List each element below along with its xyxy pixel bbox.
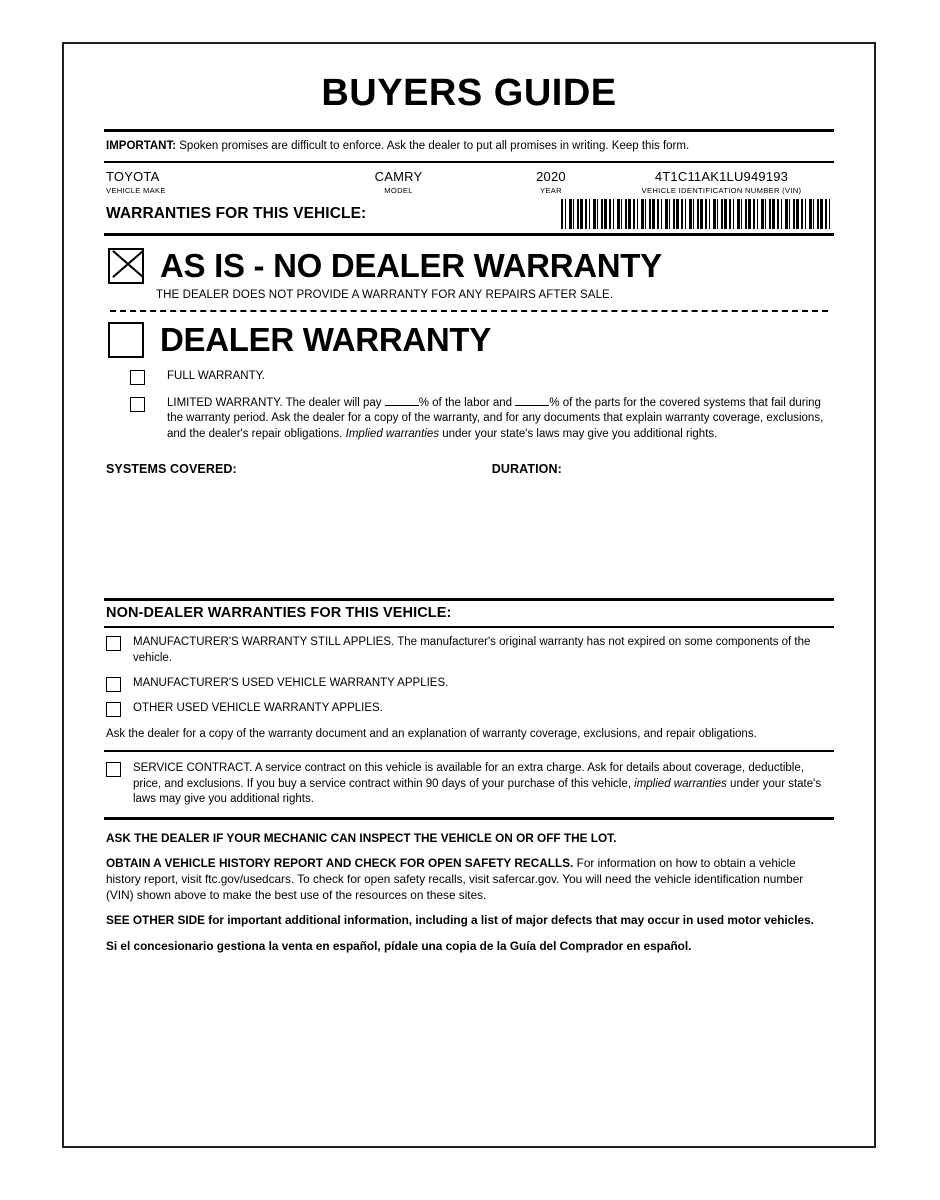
limited-warranty-mid1: % of the labor and (418, 396, 513, 409)
vehicle-vin (611, 169, 832, 195)
history-report-notice (104, 846, 834, 903)
as-is-heading: AS IS - NO DEALER WARRANTY (160, 247, 662, 285)
important-text: Spoken promises are difficult to enforce. Ask the dealer to put all promises in writing. Keep this form. (179, 140, 690, 152)
as-is-checkbox[interactable] (108, 248, 144, 284)
full-warranty-label: FULL WARRANTY. (167, 369, 265, 382)
as-is-subtext: THE DEALER DOES NOT PROVIDE A WARRANTY FOR ANY REPAIRS AFTER SALE. (156, 288, 614, 301)
vin-barcode (560, 198, 832, 230)
manufacturer-used-warranty-checkbox[interactable] (106, 677, 121, 692)
parts-percent-field[interactable] (515, 405, 549, 406)
manufacturer-warranty-checkbox[interactable] (106, 636, 121, 651)
warranties-heading: WARRANTIES FOR THIS VEHICLE: (106, 204, 367, 222)
service-contract-row (104, 752, 834, 817)
dashed-divider (110, 310, 828, 312)
history-report-bold: OBTAIN A VEHICLE HISTORY REPORT AND CHECK FOR OPEN SAFETY RECALLS. (106, 855, 574, 870)
vehicle-vin-label: VEHICLE IDENTIFICATION NUMBER (VIN) (641, 185, 802, 195)
systems-covered-label: SYSTEMS COVERED: (106, 462, 237, 477)
other-used-warranty-checkbox[interactable] (106, 702, 121, 717)
service-contract-checkbox[interactable] (106, 762, 121, 777)
limited-warranty-pre: LIMITED WARRANTY. The dealer will pay (167, 396, 382, 409)
important-label: IMPORTANT: (106, 140, 177, 152)
spanish-notice: Si el concesionario gestiona la venta en español, pídale una copia de la Guía del Comprador en español. (106, 938, 692, 953)
limited-warranty-post: under your state's laws may give you additional rights. (442, 427, 718, 440)
limited-warranty-checkbox[interactable] (130, 397, 145, 412)
other-side-bold: SEE OTHER SIDE (106, 912, 205, 927)
limited-warranty-italic: Implied warranties (345, 427, 439, 440)
labor-percent-field[interactable] (385, 405, 419, 406)
vehicle-year-label: YEAR (540, 185, 562, 195)
service-contract-post: under your state's laws may give you additional rights. (133, 777, 822, 806)
non-dealer-note: Ask the dealer for a copy of the warranty document and an explanation of warranty coverage, exclusions, and repair obligations. (106, 727, 757, 740)
buyers-guide-form (62, 42, 876, 1148)
other-side-text: for important additional information, including a list of major defects that may occur in used motor vehicles. (208, 912, 814, 927)
important-notice (104, 132, 834, 161)
non-dealer-item (104, 628, 834, 668)
as-is-section (104, 236, 834, 301)
vehicle-make-value: TOYOTA (106, 168, 160, 184)
warranties-heading-row (104, 195, 834, 233)
service-contract-text (133, 761, 832, 808)
vehicle-year (491, 169, 611, 195)
non-dealer-item (104, 669, 834, 694)
manufacturer-warranty-text: MANUFACTURER'S WARRANTY STILL APPLIES. The manufacturer's original warranty has not expired on some components of the vehicle. (133, 636, 811, 664)
vehicle-make (106, 169, 306, 195)
manufacturer-used-warranty-text: MANUFACTURER'S USED VEHICLE WARRANTY APPLIES. (133, 676, 449, 689)
non-dealer-heading: NON-DEALER WARRANTIES FOR THIS VEHICLE: (106, 605, 452, 622)
vehicle-model-value: CAMRY (374, 168, 423, 184)
duration-label: DURATION: (491, 462, 562, 477)
dealer-warranty-checkbox[interactable] (108, 322, 144, 358)
vehicle-info-row (104, 163, 834, 195)
page-title: BUYERS GUIDE (321, 72, 617, 114)
limited-warranty-text (167, 396, 834, 443)
limited-warranty-row (130, 396, 834, 443)
service-contract-italic: implied warranties (634, 777, 727, 790)
inspect-notice: ASK THE DEALER IF YOUR MECHANIC CAN INSPECT THE VEHICLE ON OR OFF THE LOT. (106, 830, 617, 845)
limited-warranty-mid2: % of the parts for the covered systems that fail during the warranty period. Ask the dealer for a copy of the warranty, and for any documents that explain warranty coverage, exclusions, and the dealer's repair obligations. (167, 396, 824, 440)
vehicle-model-label: MODEL (384, 185, 413, 195)
full-warranty-checkbox[interactable] (130, 370, 145, 385)
other-side-notice (104, 903, 834, 928)
vehicle-year-value: 2020 (536, 168, 566, 184)
vehicle-model (306, 169, 491, 195)
other-used-warranty-text: OTHER USED VEHICLE WARRANTY APPLIES. (133, 701, 383, 714)
dealer-warranty-section (104, 322, 834, 599)
vehicle-make-label: VEHICLE MAKE (106, 185, 166, 195)
systems-covered-blank-area[interactable] (104, 476, 834, 594)
vehicle-vin-value: 4T1C11AK1LU949193 (654, 168, 789, 184)
dealer-warranty-heading: DEALER WARRANTY (160, 321, 491, 359)
history-report-text: For information on how to obtain a vehicle history report, visit ftc.gov/usedcars. To check for open safety recalls, visit safercar.gov. You will need the vehicle identification number (VIN) shown above to make the best use of the resources on these sites. (106, 855, 804, 902)
systems-covered-row (106, 462, 834, 476)
full-warranty-row (130, 369, 834, 385)
service-contract-pre: SERVICE CONTRACT. A service contract on this vehicle is available for an extra charge. Ask for details about coverage, deductible, price, and exclusions. If you buy a service contract within 90 days of your purchase of this vehicle, (133, 762, 804, 790)
non-dealer-item (104, 694, 834, 719)
